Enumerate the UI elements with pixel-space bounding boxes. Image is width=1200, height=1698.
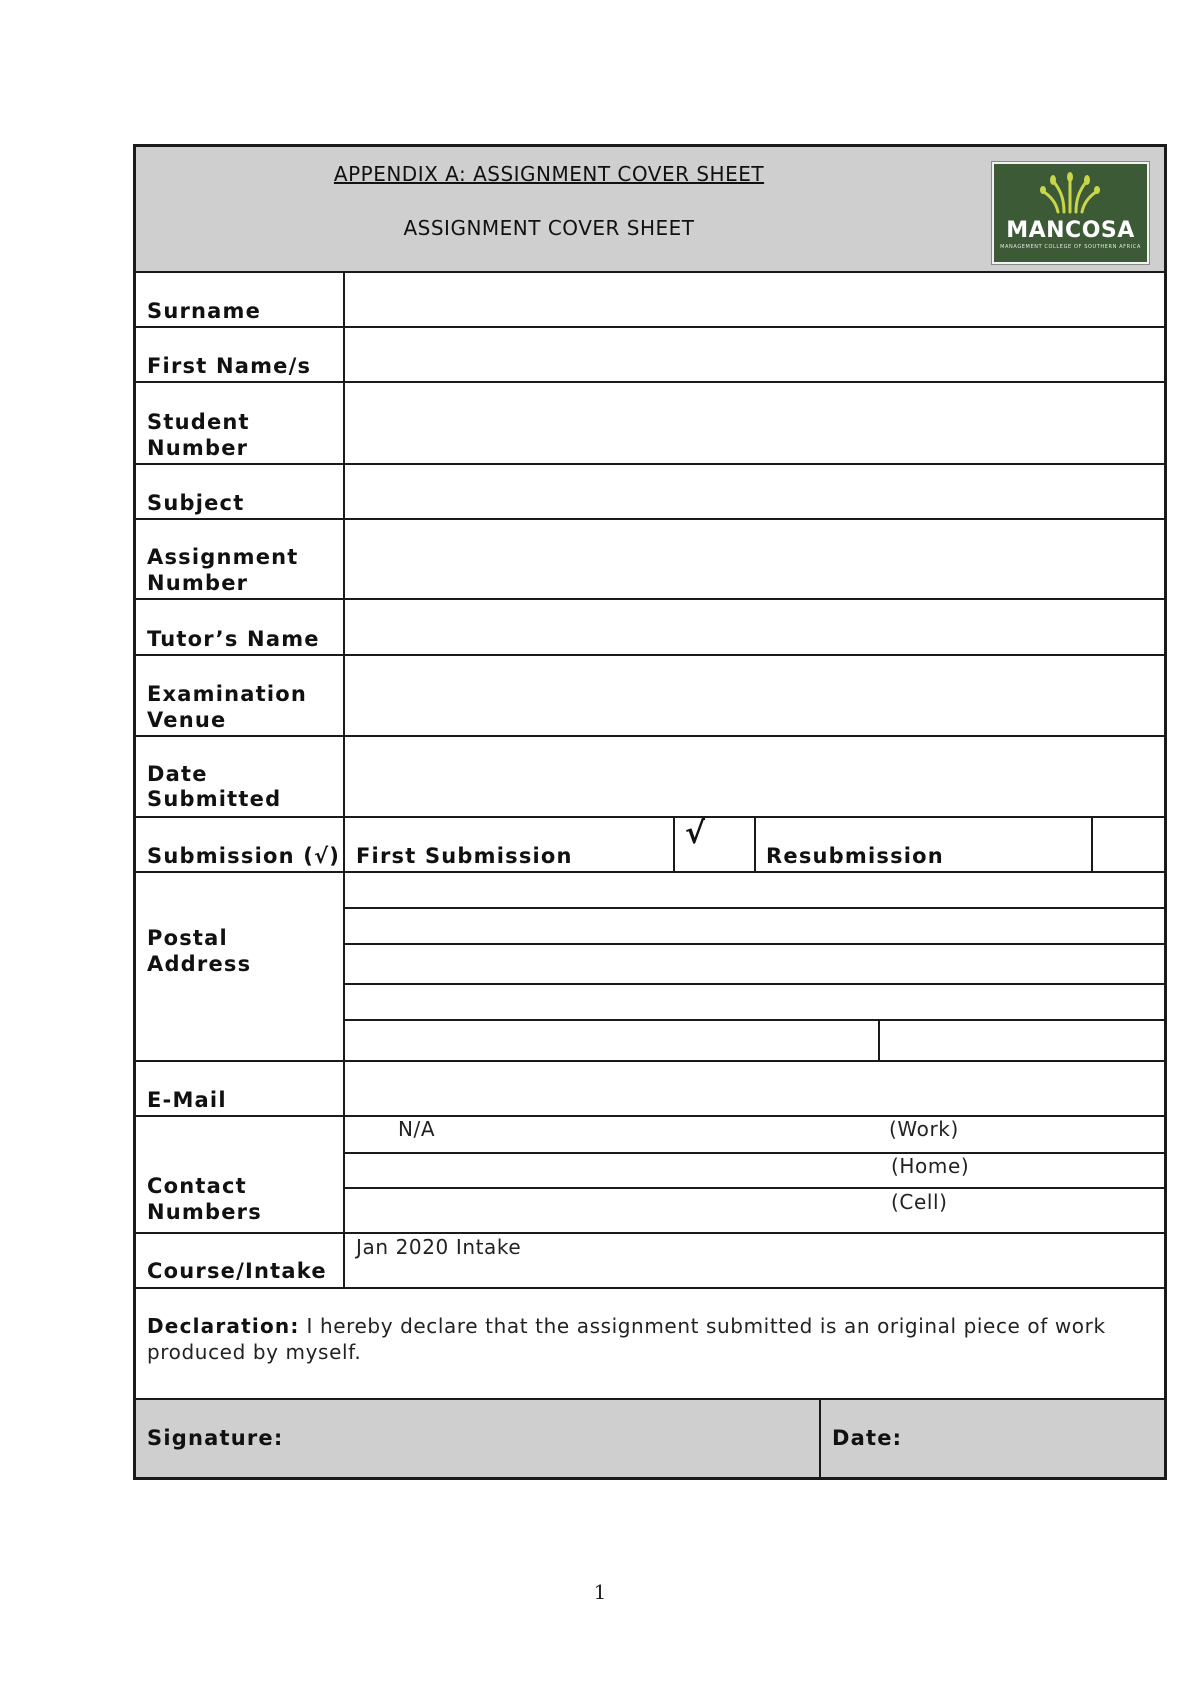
resubmission-checkbox[interactable] [1093,818,1164,871]
email-field[interactable] [346,1062,1164,1115]
tutor-name-label: Tutor’s Name [147,627,320,651]
surname-label: Surname [147,299,262,323]
date-label: Date: [832,1426,903,1450]
home-number-label: (Home) [891,1154,970,1178]
contact-numbers-label-2: Numbers [147,1200,262,1224]
postal-line [345,1019,1164,1021]
student-number-label-2: Number [147,436,249,460]
course-intake-label: Course/Intake [147,1259,327,1283]
row-divider [136,1115,1164,1117]
page-title: ASSIGNMENT COVER SHEET [403,216,695,240]
assignment-number-label: Assignment [147,545,299,569]
resubmission-label: Resubmission [766,844,944,868]
assignment-number-label-2: Number [147,571,249,595]
surname-field[interactable] [346,273,1164,326]
first-names-label: First Name/s [147,354,312,378]
postal-address-label-2: Address [147,952,252,976]
subject-label: Subject [147,491,245,515]
date-submitted-label-2: Submitted [147,787,282,811]
work-number-label: (Work) [889,1117,959,1141]
label-column-divider [343,271,345,1289]
submission-label: Submission (√) [147,844,341,868]
row-divider [136,816,1164,818]
date-field[interactable] [906,1400,1162,1477]
postal-line [345,943,1164,945]
contact-line [345,1187,1164,1189]
submission-divider [754,816,756,873]
mancosa-logo [992,162,1149,264]
first-names-field[interactable] [346,328,1164,381]
tutor-name-field[interactable] [346,600,1164,654]
first-submission-checkbox[interactable] [675,818,754,871]
row-divider [136,871,1164,873]
declaration-body: I hereby declare that the assignment submitted is an original piece of work produced by myself. [147,1314,1106,1364]
cell-number-label: (Cell) [891,1190,948,1214]
course-intake-value[interactable]: Jan 2020 Intake [356,1235,522,1259]
contact-line [345,1152,1164,1154]
student-number-field[interactable] [346,383,1164,463]
postal-line [345,983,1164,985]
signature-label: Signature: [147,1426,284,1450]
page-number: 1 [593,1580,607,1604]
email-label: E-Mail [147,1088,227,1112]
appendix-title: APPENDIX A: ASSIGNMENT COVER SHEET [333,162,765,186]
date-submitted-label: Date [147,762,208,786]
postal-line [345,907,1164,909]
declaration-text [147,1313,1152,1365]
row-divider [136,1287,1164,1289]
logo-wordmark: MANCOSA [1006,218,1135,243]
wheat-icon [994,166,1147,216]
signature-field[interactable] [266,1400,816,1477]
work-number-value[interactable]: N/A [398,1117,436,1141]
logo-tagline: MANAGEMENT COLLEGE OF SOUTHERN AFRICA [1000,244,1141,250]
declaration-label: Declaration: [147,1314,300,1338]
exam-venue-label: Examination [147,682,308,706]
student-number-label: Student [147,410,250,434]
postal-address-label: Postal [147,926,228,950]
contact-numbers-label: Contact [147,1174,247,1198]
check-mark-icon: √ [685,816,706,851]
cover-sheet-form [133,144,1167,1480]
first-submission-label: First Submission [356,844,573,868]
postal-code-divider [878,1019,880,1062]
date-submitted-field[interactable] [346,737,1164,816]
exam-venue-field[interactable] [346,656,1164,735]
assignment-number-field[interactable] [346,520,1164,598]
row-divider [136,1232,1164,1234]
subject-field[interactable] [346,465,1164,518]
signature-date-divider [819,1398,821,1477]
exam-venue-label-2: Venue [147,708,227,732]
